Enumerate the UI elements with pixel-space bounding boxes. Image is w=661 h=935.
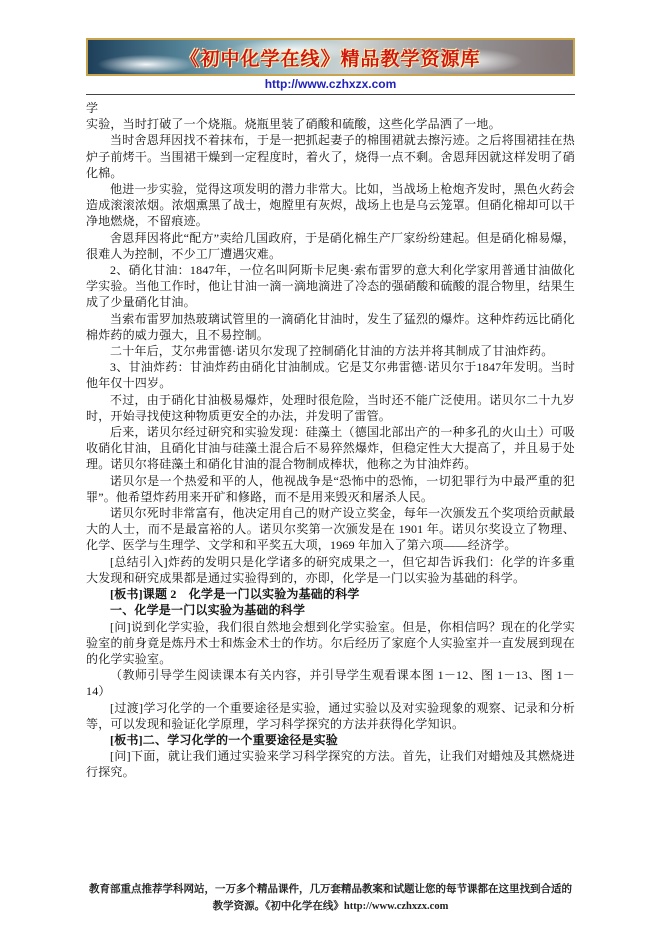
paragraph: [问]说到化学实验，我们很自然地会想到化学实验室。但是，你相信吗？现在的化学实验室的前身竟是炼丹术士和炼金术士的作坊。尔后经历了家庭个人实验室并一直发展到现在的化学实验室。 [86,619,575,666]
content-column [86,0,575,781]
paragraph: [过渡]学习化学的一个重要途径是实验，通过实验以及对实验现象的观察、记录和分析等，可以发现和验证化学原理，学习科学探究的方法并获得化学知识。 [86,700,575,731]
footer-url-link[interactable]: http://www.czhxzx.com [343,901,449,912]
paragraph: 一、化学是一门以实验为基础的科学 [110,603,306,618]
paragraph: 学 [86,101,99,115]
banner-title: 《初中化学在线》精品教学资源库 [180,48,481,70]
paragraph: 后来，诺贝尔经过研究和实验发现：硅藻土（德国北部出产的一种多孔的火山土）可吸收硝化甘油，且硝化甘油与硅藻土混合后不易猝然爆炸，但稳定性大大提高了，并且易于处理。诺贝尔将硅藻土和硝化甘油的混合物制成棒状，他称之为甘油炸药。 [86,425,575,472]
paragraph: 2、硝化甘油：1847年，一位名叫阿斯卡尼奥·索布雷罗的意大利化学家用普通甘油做化学实验。当他工作时，他让甘油一滴一滴地滴进了冷态的强硝酸和硫酸的混合物里，结果生成了少量硝化甘油。 [86,263,575,310]
banner-url-link[interactable]: http://www.czhxzx.com [264,77,397,91]
paragraph: 他进一步实验，觉得这项发明的潜力非常大。比如，当战场上枪炮齐发时，黑色火药会造成滚滚浓烟。浓烟熏黑了战士，炮膛里有灰烬，战场上也是乌云笼罩。但硝化棉却可以干净地燃烧，不留痕迹。 [86,182,575,229]
paragraph: 二十年后，艾尔弗雷德·诺贝尔发现了控制硝化甘油的方法并将其制成了甘油炸药。 [110,344,554,359]
paragraph: [问]下面，就让我们通过实验来学习科学探究的方法。首先，让我们对蜡烛及其燃烧进行探究。 [86,749,575,780]
paragraph: [板书]二、学习化学的一个重要途径是实验 [110,732,338,747]
paragraph: 3、甘油炸药：甘油炸药由硝化甘油制成。它是艾尔弗雷德·诺贝尔于1847年发明。当时他年仅十四岁。 [86,360,575,391]
paragraph: （教师引导学生阅读课本有关内容，并引导学生观看课本图 1－12、图 1－13、图 1－14） [86,668,575,699]
paragraph: 不过，由于硝化甘油极易爆炸，处理时很危险，当时还不能广泛使用。诺贝尔二十九岁时，开始寻找使这种物质更安全的办法，并发明了雷管。 [86,392,575,423]
footer-line2 [0,898,661,915]
site-banner-image [86,38,575,76]
paragraph: 诺贝尔死时非常富有，他决定用自己的财产设立奖金，每年一次颁发五个奖项给贡献最大的人士，而不是最富裕的人。诺贝尔奖第一次颁发是在 1901 年。诺贝尔奖设立了物理、化学、医学与生理学、文学和和平奖五大项，1969 年加入了第六项——经济学。 [86,506,575,553]
footer-line2-text: 教学资源。《初中化学在线》 [212,901,344,912]
footer-line1: 教育部重点推荐学科网站，一万多个精品课件，几万套精品教案和试题让您的每节课都在这里找到合适的 [89,884,572,895]
document-body [86,100,575,781]
page-footer [0,881,661,915]
paragraph: 当时舍恩拜因找不着抹布，于是一把抓起妻子的棉围裙就去擦污迹。之后将围裙挂在热炉子前烤干。当围裙干燥到一定程度时，着火了，烧得一点不剩。舍恩拜因就这样发明了硝化棉。 [86,133,575,180]
paragraph: [总结引入]炸药的发明只是化学诸多的研究成果之一，但它却告诉我们：化学的许多重大发现和研究成果都是通过实验得到的，亦即，化学是一门以实验为基础的科学。 [86,554,575,585]
paragraph: [板书]课题 2 化学是一门以实验为基础的科学 [110,587,360,602]
paragraph: 诺贝尔是一个热爱和平的人，他视战争是“恐怖中的恐怖，一切犯罪行为中最严重的犯罪”。他希望炸药用来开矿和修路，而不是用来毁灭和屠杀人民。 [86,473,575,504]
paragraph: 实验，当时打破了一个烧瓶。烧瓶里装了硝酸和硫酸，这些化学品洒了一地。 [86,117,501,132]
header-divider [86,94,575,95]
paragraph: 舍恩拜因将此“配方”卖给几国政府，于是硝化棉生产厂家纷纷建起。但是硝化棉易爆，很难人为控制，不少工厂遭遇灾难。 [86,230,575,261]
paragraph: 当索布雷罗加热玻璃试管里的一滴硝化甘油时，发生了猛烈的爆炸。这种炸药远比硝化棉炸药的威力强大，且不易控制。 [86,311,575,342]
